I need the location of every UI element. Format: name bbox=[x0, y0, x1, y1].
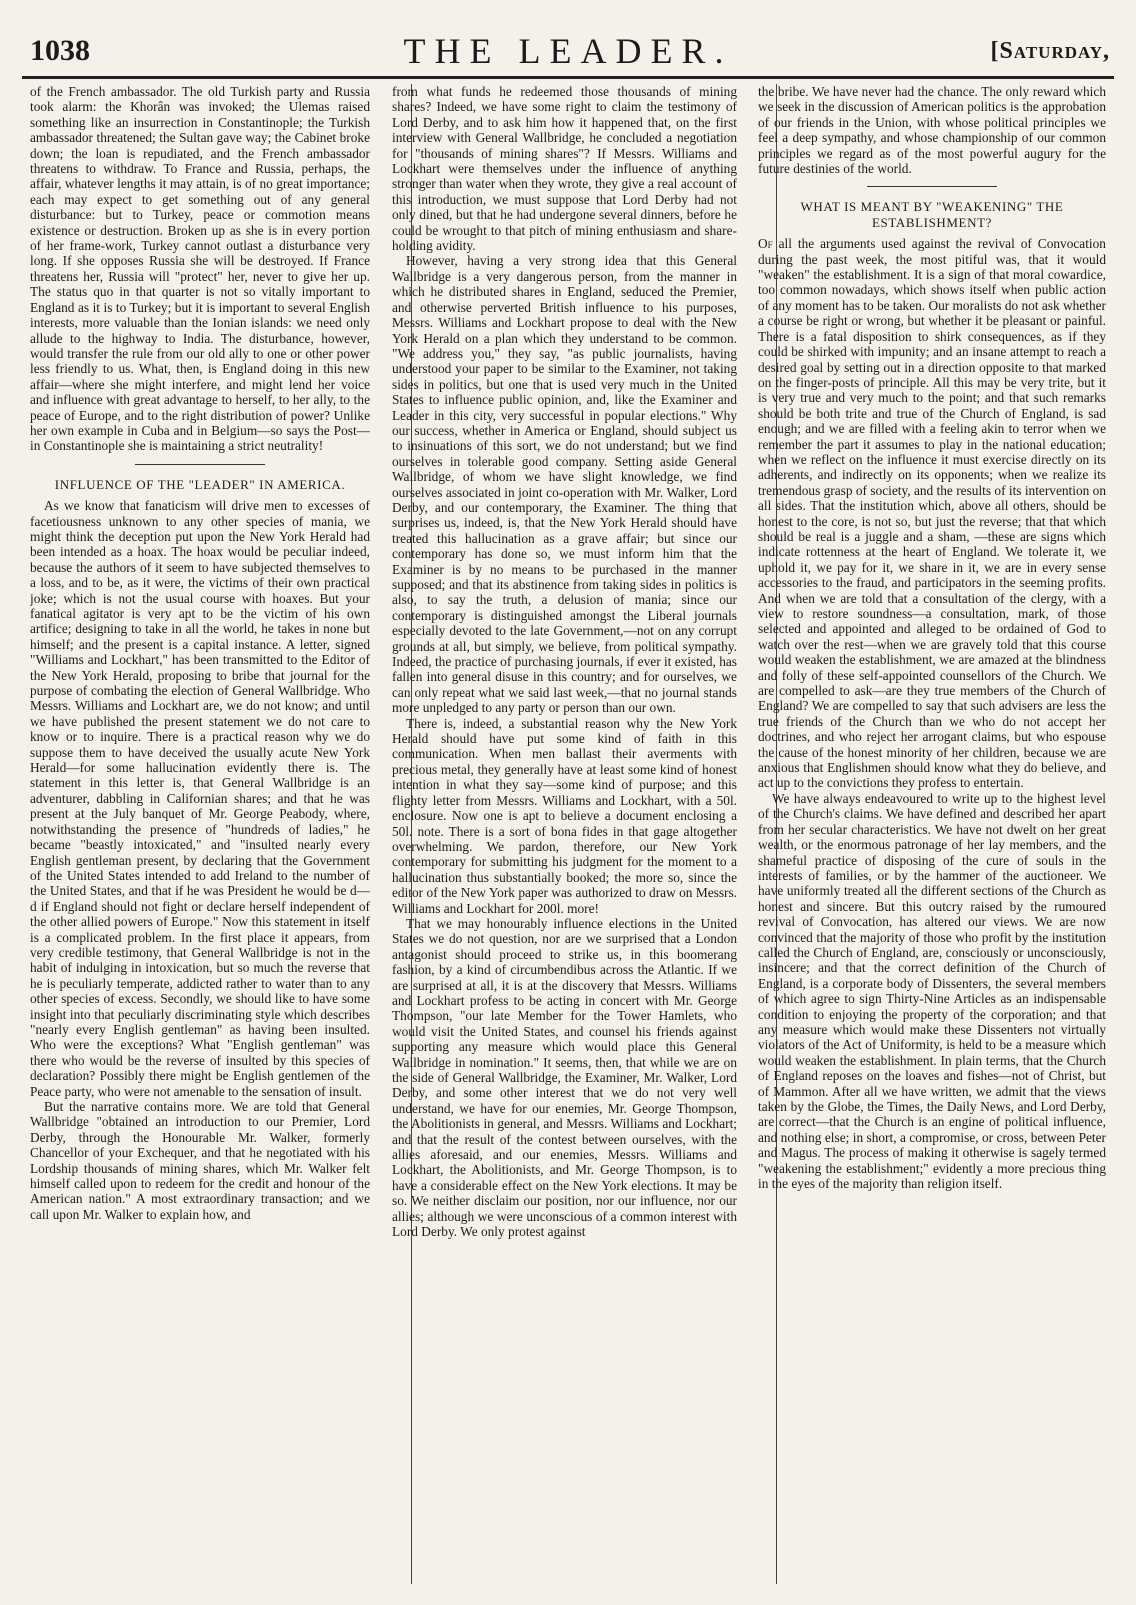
article-heading-weakening: WHAT IS MEANT BY "WEAKENING" THE ESTABLISHMENT? bbox=[800, 199, 1064, 230]
paragraph-body: all the arguments used against the revival of Convocation during the past week, the most pitiful was, that it would "weaken" the establishment. It is a sign of that moral cowardice, too common nowadays, which shows itself when public action of any moment has to be taken. Our moralists do not ask whether a course be right or wrong, but whether it be pleasant or painful. There is a fatal disposition to shirk consequences, as if they could be shirked with impunity; and an insane attempt to reach a desired goal by setting out in a direction opposite to that marked on the finger-posts of principle. All this may be very trite, but it is very true and very much to the point; and that such remarks should be both trite and true of the Church of England, is sad enough; and we are filled with a feeling akin to terror when we remember the part it assumes to play in the national education; when we reflect on the influence it must exercise directly on its adherents, and indirectly on its opponents; when we realize its tremendous grasp of society, and the results of its intervention on all sides. That the institution which, above all others, should be honest to the core, is not so, but just the reverse; that that which should be real is a juggle and a sham, —these are signs which indicate rottenness at the heart of England. We tolerate it, we uphold it, we pay for it, we share in it, we are in every sense accessories to the fraud, and participators in the seeming profits. And when we are told that a consultation of the clergy, with a view to restore soundness—a consultation, mark, of those selected and appointed and alleged to be ordained of God to watch over the rest—when we are gravely told that this course would weaken the establishment, we are amazed at the blindness and folly of these self-appointed counsellors of the Church. We are compelled to ask—are they true members of the Church of England? We are compelled to say that such advisers are less the true friends of the Church than we who do not accept her doctrines, and who reject her arrogant claims, but who espouse the cause of the honest minority of her children, because we are anxious that Englishmen should know what they do believe, and act up to the convictions they profess to entertain. bbox=[758, 236, 1106, 791]
paragraph: That we may honourably influence elections in the United States we do not question, nor are we surprised that a London antagonist should proceed to strike us, in this boomerang fashion, by a kind of circumbendibus across the Atlantic. If we are surprised at all, it is at the discovery that Messrs. Williams and Lockhart profess to be acting in concert with Mr. George Thompson, "our late Member for the Tower Hamlets, who would visit the United States, and counsel his friends against supporting any measure which would place this General Wallbridge in nomination." It seems, then, that while we are on the side of General Wallbridge, the Examiner, Mr. Walker, Lord Derby, and some other interest that we do not very well understand, we have for our enemies, Mr. George Thompson, the Abolitionists in general, and Messrs. Williams and Lockhart; and that the result of the contest between ourselves, with the allies aforesaid, and our enemies, Messrs. Williams and Lockhart, the Abolitionists, and Mr. George Thompson, is to have a considerable effect on the New York elections. It may be so. We neither disclaim our position, nor our influence, nor our allies; although we were unconscious of a common interest with Lord Derby. We only protest against bbox=[392, 915, 737, 1240]
column-3 bbox=[758, 84, 1106, 1589]
article-separator bbox=[867, 186, 997, 187]
column-1 bbox=[30, 84, 370, 1589]
paragraph: But the narrative contains more. We are told that General Wallbridge "obtained an introduction to our Premier, Lord Derby, through the Honourable Mr. Walker, formerly Chancellor of your Exchequer, and that he negotiated with his Lordship thousands of mining shares, which Mr. Walker felt himself called upon to redeem for the credit and honour of the American nation." A most extraordinary transaction; and we call upon Mr. Walker to explain how, and bbox=[30, 1099, 370, 1222]
paragraph: As we know that fanaticism will drive men to excesses of facetiousness unknown to any other species of mania, we might think the deception put upon the New York Herald had been intended as a hoax. The hoax would be peculiar indeed, because the authors of it seem to have subjected themselves to a loss, and to be, as it were, the victims of their own practical joke; which is not the usual course with hoaxes. But your fanatical agitator is very apt to be the victim of his own artifice; designing to take in all the world, he takes in none but himself; and the present is a capital instance. A letter, signed "Williams and Lockhart," has been transmitted to the Editor of the New York Herald, proposing to bribe that journal for the purpose of combating the election of General Wallbridge. Who Messrs. Williams and Lockhart are, we do not know; and until we have published the present statement we do not care to know or to inquire. There is a practical reason why we do suppose them to have deceived the usually acute New York Herald—for some hallucination evidently there is. The statement in this letter is, that General Wallbridge is an adventurer, dabbling in Californian shares; and that he was present at the July banquet of Mr. George Peabody, where, notwithstanding the presence of "hundreds of ladies," he became "beastly intoxicated," and "insulted nearly every English gentleman present, by declaring that the Government of the United States intended to add Ireland to the number of the United States, and that if he was President he would be d—d if England should not fight or declare herself independent of the other allied powers of Europe." Now this statement in itself is a complicated problem. In the first place it appears, from very credible testimony, that General Wallbridge is not in the habit of indulging in intoxication, but so much the reverse that he is peculiarly temperate, addicted rather to water than to any other species of excess. Secondly, we should like to have some insight into that peculiarly discriminating style which describes "nearly every English gentleman" as having been insulted. Who were the exceptions? What "English gentleman" was there who would be the reverse of insulted by this species of declaration? Possibly there might be English gentlemen of the Peace party, who were not amenable to the sensation of insult. bbox=[30, 498, 370, 1099]
paragraph: We have always endeavoured to write up to the highest level of the Church's claims. We have defined and described her apart from her secular characteristics. We have not dwelt on her great wealth, or the enormous patronage of her lay members, and the shameful practice of disposing of the cure of souls in the interests of families, or by the hammer of the auctioneer. We have uniformly treated all the different sections of the Church as honest and sincere. But this outcry raised by the rumoured revival of Convocation, has altered our views. We are now convinced that the majority of those who profit by the institution called the Church of England, are, consciously or unconsciously, insincere; and that the correct definition of the Church of England, is a corporate body of Dissenters, the several members of which agree to sign Thirty-Nine Articles as an indispensable condition to enjoying the property of the corporation; and that any measure which would make these Dissenters not virtually violators of the Act of Uniformity, is held to be a measure which would weaken the establishment. In plain terms, that the Church of England reposes on the loaves and fishes—not of Christ, but of Mammon. After all we have written, we admit that the views taken by the Globe, the Times, the Daily News, and Lord Derby, are correct—that the Church is an engine of political influence, and nothing else; in short, a compromise, or cross, between Peter and Magus. The process of making it otherwise is sagely termed "weakening the establishment;" evidently a more precious thing in the eyes of the majority than religion itself. bbox=[758, 790, 1106, 1192]
article-heading-influence: INFLUENCE OF THE "LEADER" IN AMERICA. bbox=[54, 476, 346, 492]
paragraph: from what funds he redeemed those thousands of mining shares? Indeed, we have some right to claim the testimony of Lord Derby, and to ask him how it happened that, on the first interview with General Wallbridge, he concluded a negotiation for "thousands of mining shares"? If Messrs. Williams and Lockhart were themselves under the influence of anything stronger than water when they wrote, they give a real account of this introduction, we must suppose that Lord Derby had not only dined, but that he had undergone several dinners, before he could be wrought to that pitch of mining enthusiasm and share-holding avidity. bbox=[392, 84, 737, 254]
newspaper-title: THE LEADER. bbox=[403, 31, 733, 71]
masthead bbox=[20, 28, 1116, 80]
paragraph: the bribe. We have never had the chance. The only reward which we seek in the discussion of American politics is the approbation of our friends in the Union, with whose political principles we feel a deep sympathy, and whose championship of our common principles we regard as of the most powerful augury for the future destinies of the world. bbox=[758, 84, 1106, 177]
paragraph: However, having a very strong idea that this General Wallbridge is a very dangerous person, from the manner in which he distributed shares in England, seduced the Premier, and otherwise perverted British influence to his purposes, Messrs. Williams and Lockhart propose to deal with the New York Herald on a plan which they understand to be common. "We address you," they say, "as public journalists, having understood your paper to be similar to the Examiner, not taking sides in politics, but one that is used very much in the United States to influence public opinion, and, like the Examiner and Leader in this city, very successful in popular elections." Why our success, whether in America or England, should subject us to insinuations of this sort, we do not understand; but we find ourselves in tolerable good company. Setting aside General Wallbridge, of whom we have slight knowledge, we find ourselves associated in joint co-operation with Mr. Walker, Lord Derby, and our contemporary, the Examiner. The thing that surprises us, indeed, is, that the New York Herald should have treated this hallucination as a grave affair; but since our contemporary has done so, we must inform him that the Examiner is by no means to be purchased in the manner supposed; and that its abstinence from taking sides in politics is also, to say the truth, a delusion of mania; since our contemporary is distinguished amongst the Liberal journals especially devoted to the late Government,—not on any corrupt grounds at all, but simply, we believe, from political sympathy. Indeed, the practice of purchasing journals, if ever it existed, has fallen into general disuse in this country; and for ourselves, we can only repeat what we said last week,—that no journal stands more unpledged to any party or person than our own. bbox=[392, 253, 737, 716]
paragraph: There is, indeed, a substantial reason why the New York Herald should have put some kind of faith in this communication. When men ballast their averments with precious metal, they generally have at least some kind of honest intention in what they say—some kind of purpose; and this flighty letter from Messrs. Williams and Lockhart, with a 50l. enclosure. Now one is apt to believe a document enclosing a 50l. note. There is a sort of bona fides in that gage altogether overwhelming. We pardon, therefore, our New York contemporary for submitting his judgment for the moment to a hallucination thus substantially booked; the more so, since the editor of the New York paper was authorized to draw on Messrs. Williams and Lockhart for 200l. more! bbox=[392, 715, 737, 916]
dateline: [Saturday, bbox=[990, 38, 1110, 64]
article-separator bbox=[135, 464, 265, 465]
initial-word: Of bbox=[758, 236, 773, 252]
paragraph bbox=[758, 236, 1106, 791]
masthead-rule bbox=[22, 76, 1114, 79]
article-columns bbox=[30, 84, 1106, 1589]
column-2 bbox=[392, 84, 737, 1589]
turkey-article-continuation: of the French ambassador. The old Turkish party and Russia took alarm: the Khorân was invoked; the Ulemas raised something like an insurrection in Constantinople; the Turkish ambassador threatened; the Sultan gave way; the Cabinet broke down; the loan is repudiated, and the French ambassador threatens to withdraw. To France and Russia, perhaps, the affair, whatever lengths it may attain, is of no great importance; each may expect to get something out of any general disturbance: but to Turkey, peace or commotion means existence or destruction. Broken up as she is in every portion of her frame-work, Turkey cannot outlast a disturbance very long. If she opposes Russia she will be destroyed. If France threatens her, Russia will "protect" her, never to give her up. The status quo in that quarter is not so vitally important to England as it is to Turkey; but it is important to several English interests, more valuable than the Ionian islands: we need only allude to the highway to India. The disturbance, however, would transfer the rule from our old ally to one or other power less friendly to us. What, then, is England doing in this new affair—where she might interfere, and might lend her voice and influence with great advantage to herself, to her ally, to the peace of Europe, and to the right distribution of power? Unlike her own example in Cuba and in Belgium—so says the Post—in Constantinople she is maintaining a strict neutrality! bbox=[30, 84, 370, 454]
page-number: 1038 bbox=[30, 34, 90, 67]
